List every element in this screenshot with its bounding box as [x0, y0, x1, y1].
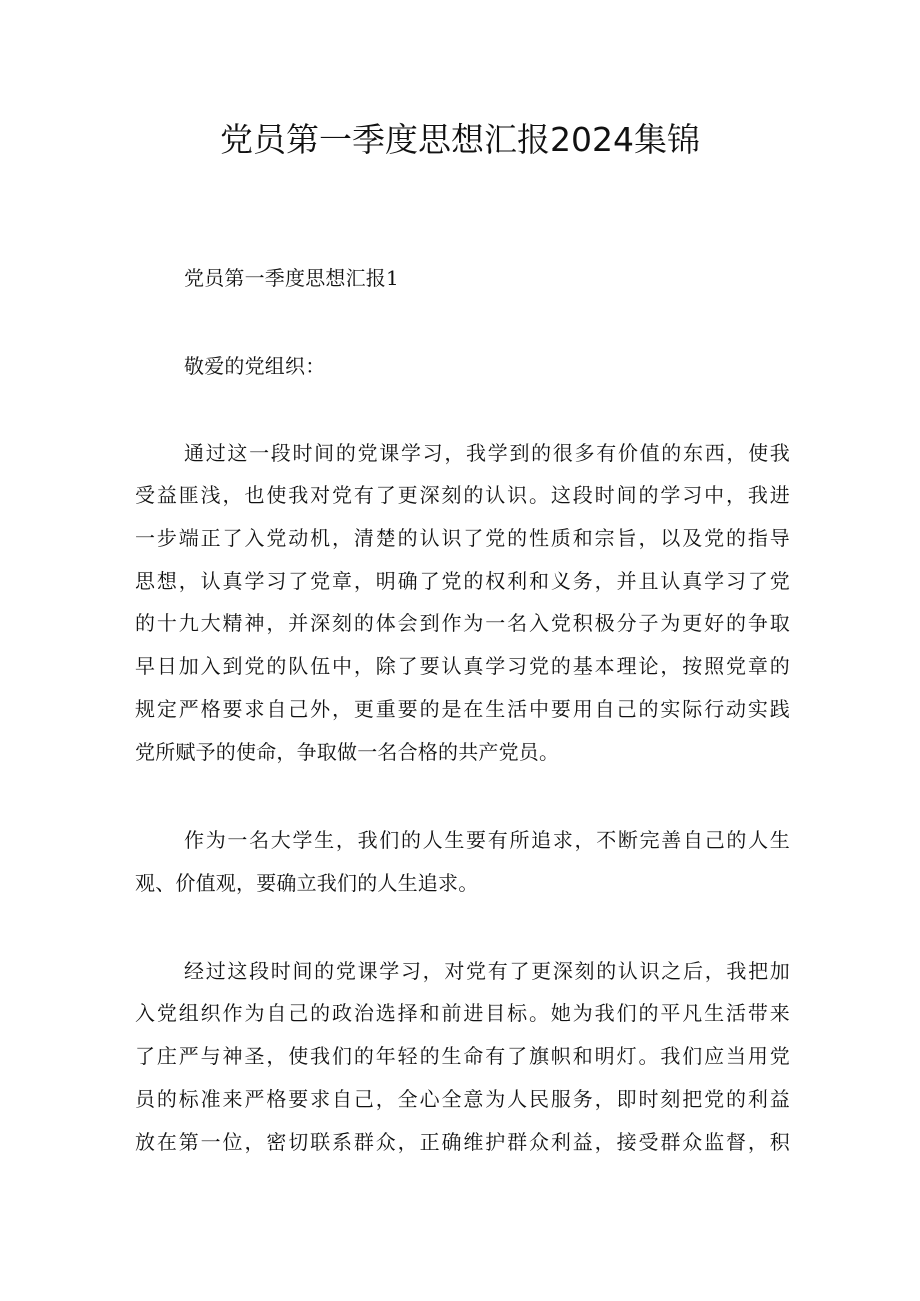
paragraph-line: 了庄严与神圣，使我们的年轻的生命有了旗帜和明灯。我们应当用党: [135, 1044, 790, 1068]
paragraph-line: 观、价值观，要确立我们的人生追求。: [135, 871, 479, 895]
section-heading: 党员第一季度思想汇报1: [184, 266, 399, 290]
paragraph-line: 入党组织作为自己的政治选择和前进目标。她为我们的平凡生活带来: [135, 1001, 790, 1025]
paragraph-line: 思想，认真学习了党章，明确了党的权利和义务，并且认真学习了党: [135, 569, 790, 593]
paragraph-line: 党所赋予的使命，争取做一名合格的共产党员。: [135, 740, 560, 764]
paragraph-line: 早日加入到党的队伍中，除了要认真学习党的基本理论，按照党章的: [135, 654, 790, 678]
paragraph-line: 员的标准来严格要求自己，全心全意为人民服务，即时刻把党的利益: [135, 1087, 790, 1111]
paragraph-line: 作为一名大学生，我们的人生要有所追求，不断完善自己的人生: [184, 828, 790, 852]
paragraph-line: 规定严格要求自己外，更重要的是在生活中要用自己的实际行动实践: [135, 697, 790, 721]
salutation: 敬爱的党组织：: [184, 354, 326, 378]
paragraph-line: 经过这段时间的党课学习，对党有了更深刻的认识之后，我把加: [184, 959, 790, 983]
paragraph-line: 的十九大精神，并深刻的体会到作为一名入党积极分子为更好的争取: [135, 611, 790, 635]
paragraph-line: 通过这一段时间的党课学习，我学到的很多有价值的东西，使我: [184, 441, 790, 465]
paragraph-line: 放在第一位，密切联系群众，正确维护群众利益，接受群众监督，积: [135, 1130, 790, 1154]
paragraph-line: 受益匪浅，也使我对党有了更深刻的认识。这段时间的学习中，我进: [135, 483, 790, 507]
paragraph-line: 一步端正了入党动机，清楚的认识了党的性质和宗旨，以及党的指导: [135, 526, 790, 550]
document-title: 党员第一季度思想汇报2024集锦: [220, 120, 700, 159]
